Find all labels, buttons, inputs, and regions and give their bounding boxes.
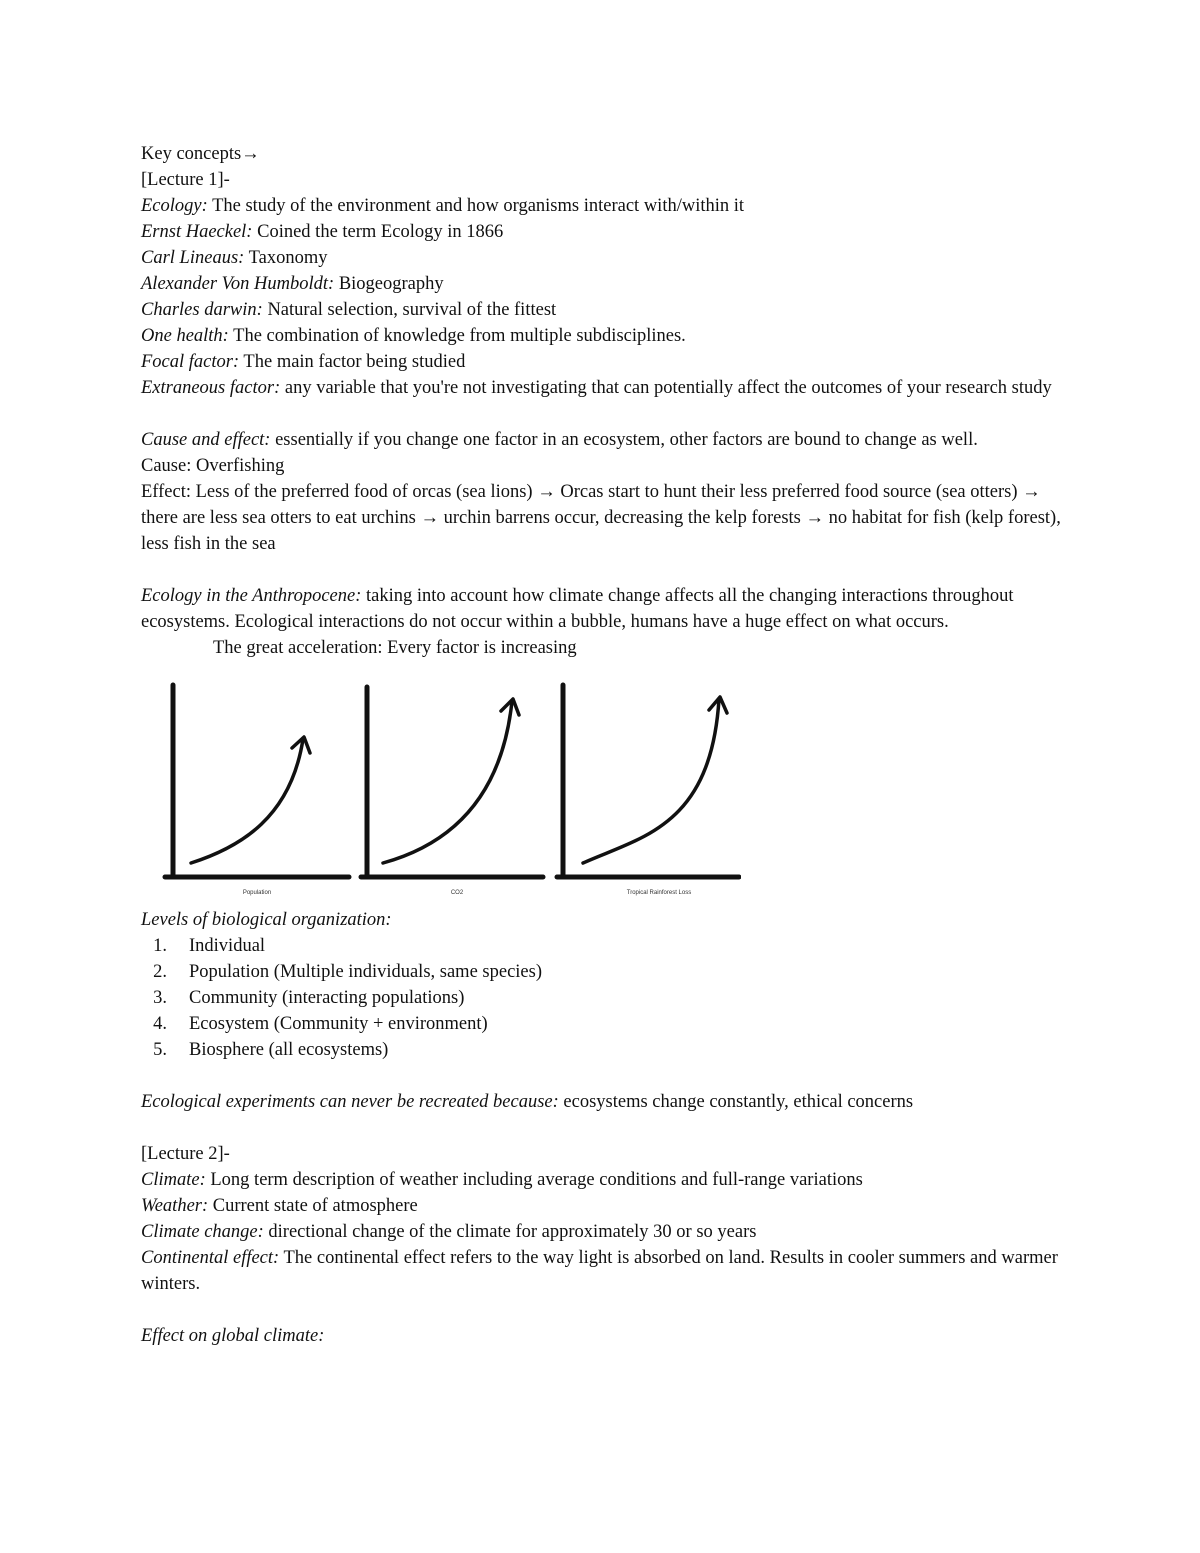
definition-text: Current state of atmosphere (208, 1196, 418, 1216)
definition-term: Climate: (141, 1170, 206, 1190)
definition-text: Natural selection, survival of the fittest (262, 300, 557, 320)
list-number: 2. (153, 962, 167, 982)
list-number: 3. (153, 988, 167, 1008)
lecture-1-heading: [Lecture 1]- (141, 170, 230, 190)
list-text: Individual (189, 936, 266, 956)
global-climate-heading: Effect on global climate: (141, 1326, 325, 1346)
definition-haeckel (141, 219, 1066, 245)
definition-one-health (141, 323, 1066, 349)
header: Key concepts→ (141, 144, 260, 164)
definition-text: Coined the term Ecology in 1866 (252, 222, 504, 242)
list-item (141, 959, 1066, 985)
caption-population: Population (242, 890, 272, 896)
definition-term: Ernst Haeckel: (141, 222, 253, 242)
definition-text: The main factor being studied (239, 352, 466, 372)
definition-term: Weather: (141, 1196, 209, 1216)
acceleration-graphs (141, 667, 741, 899)
definition-term: Carl Lineaus: (141, 248, 245, 268)
definition-term: Climate change: (141, 1222, 264, 1242)
list-item (141, 1037, 1066, 1063)
graph-co2 (361, 687, 543, 877)
list-text: Population (Multiple individuals, same species) (189, 962, 542, 982)
effect-line: Effect: Less of the preferred food of orcas (sea lions) → Orcas start to hunt their less preferred food source (sea otters) → there are less sea otters to eat urchins → urchin barrens occur, decreasing the kelp forests → no habitat for fish (kelp forest), less fish in the sea (141, 482, 1061, 554)
definition-text: ecosystems change constantly, ethical concerns (558, 1092, 914, 1112)
growth-curve (383, 701, 512, 863)
definition-term: Cause and effect: (141, 430, 271, 450)
definition-text: essentially if you change one factor in an ecosystem, other factors are bound to change as well. (270, 430, 978, 450)
list-text: Biosphere (all ecosystems) (189, 1040, 389, 1060)
lecture-2-heading: [Lecture 2]- (141, 1144, 230, 1164)
definition-extraneous-factor (141, 375, 1066, 401)
list-item (141, 933, 1066, 959)
definition-term: One health: (141, 326, 229, 346)
definition-text: any variable that you're not investigating that can potentially affect the outcomes of your research study (280, 378, 1052, 398)
growth-curve (191, 739, 303, 863)
list-number: 5. (153, 1040, 167, 1060)
definition-climate-change (141, 1219, 1066, 1245)
graph-rainforest-loss (557, 685, 739, 877)
definition-text: Biogeography (334, 274, 444, 294)
definition-text: Long term description of weather including average conditions and full-range variations (205, 1170, 863, 1190)
definition-term: Ecology: (141, 196, 208, 216)
definition-weather (141, 1193, 1066, 1219)
levels-heading: Levels of biological organization: (141, 910, 392, 930)
experiments-paragraph (141, 1089, 1066, 1115)
acceleration-figure (141, 667, 741, 899)
list-item (141, 985, 1066, 1011)
growth-curve (583, 699, 719, 863)
definition-text: Taxonomy (244, 248, 328, 268)
list-number: 4. (153, 1014, 167, 1034)
definition-term: Ecology in the Anthropocene: (141, 586, 362, 606)
definition-continental-effect (141, 1245, 1066, 1297)
cause-line: Cause: Overfishing (141, 456, 285, 476)
document-page (141, 141, 1066, 1349)
definition-term: Alexander Von Humboldt: (141, 274, 335, 294)
definition-ecology (141, 193, 1066, 219)
definition-text: The continental effect refers to the way light is absorbed on land. Results in cooler summers and warmer winters. (141, 1248, 1058, 1294)
definition-humboldt (141, 271, 1066, 297)
definition-text: taking into account how climate change affects all the changing interactions throughout ecosystems. Ecological interactions do not occur within a bubble, humans have a huge effect on what occurs. (141, 586, 1014, 632)
great-acceleration: The great acceleration: Every factor is increasing (213, 638, 577, 658)
definition-term: Ecological experiments can never be recreated because: (141, 1092, 559, 1112)
caption-co2: CO2 (450, 890, 464, 896)
definition-term: Extraneous factor: (141, 378, 281, 398)
levels-list (141, 933, 1066, 1063)
caption-rainforest-loss: Tropical Rainforest Loss (626, 890, 692, 896)
definition-term: Continental effect: (141, 1248, 280, 1268)
definition-climate (141, 1167, 1066, 1193)
definition-focal-factor (141, 349, 1066, 375)
list-number: 1. (153, 936, 167, 956)
anthropocene-paragraph (141, 583, 1066, 635)
definition-lineaus (141, 245, 1066, 271)
definition-text: The combination of knowledge from multiple subdisciplines. (228, 326, 686, 346)
definition-term: Charles darwin: (141, 300, 263, 320)
list-item (141, 1011, 1066, 1037)
cause-and-effect (141, 427, 1066, 453)
graph-population (165, 685, 349, 877)
definition-text: The study of the environment and how organisms interact with/within it (207, 196, 745, 216)
definition-darwin (141, 297, 1066, 323)
list-text: Community (interacting populations) (189, 988, 465, 1008)
definition-term: Focal factor: (141, 352, 240, 372)
list-text: Ecosystem (Community + environment) (189, 1014, 488, 1034)
definition-text: directional change of the climate for approximately 30 or so years (263, 1222, 757, 1242)
